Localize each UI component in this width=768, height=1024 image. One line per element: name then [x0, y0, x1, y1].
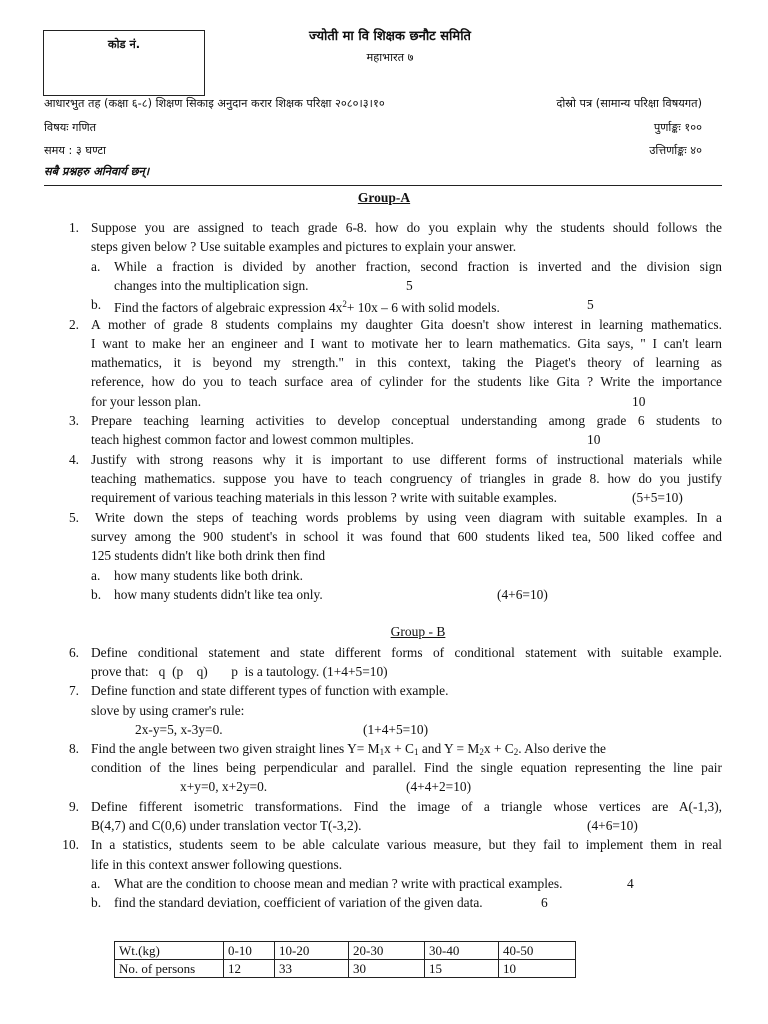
marks: (4+6=10) — [497, 587, 548, 602]
table-cell: 40-50 — [499, 942, 576, 960]
sub-label: a. — [91, 259, 101, 274]
code-number-box — [43, 30, 205, 96]
sub-question-text: What are the condition to choose mean and median ? write with practical examples. — [114, 876, 563, 891]
sub-label: b. — [91, 895, 102, 910]
question-number: 2. — [68, 317, 79, 332]
question-text: life in this context answer following questions. — [91, 857, 343, 872]
question-text: Define fifferent isometric transformations. Find the image of a triangle whose vertices are A(-1,3), — [91, 799, 722, 814]
question-number: 10. — [62, 837, 79, 852]
question-text: Define conditional statement and state different forms of conditional statement with suitable example. — [91, 645, 722, 660]
question-text: Write down the steps of teaching words problems by using veen diagram with suitable examples. In a — [95, 510, 722, 525]
question-text: 125 students didn't like both drink then find — [91, 548, 326, 563]
subject: विषयः गणित — [44, 121, 97, 134]
question-text: Suppose you are assigned to teach grade 6-8. how do you explain why the students should follows the — [91, 220, 722, 235]
table-cell: 12 — [224, 960, 275, 978]
marks: 5 — [406, 278, 413, 293]
table-cell: Wt.(kg) — [115, 942, 224, 960]
question-text: mathematics, it is beyond my strength." in this context, taking the Piaget's theory of learning as — [91, 355, 722, 370]
question-number: 7. — [68, 683, 79, 698]
organization-title: ज्योती मा वि शिक्षक छनौट समिति — [309, 29, 471, 44]
table-cell: 0-10 — [224, 942, 275, 960]
marks: (5+5=10) — [632, 490, 683, 505]
table-cell: 30-40 — [425, 942, 499, 960]
question-text: Define function and state different types of function with example. — [91, 683, 449, 698]
question-text: steps given below ? Use suitable examples and pictures to explain your answer. — [91, 239, 517, 254]
question-text: A mother of grade 8 students complains my daughter Gita doesn't show interest in learning mathematics. — [91, 317, 722, 332]
pass-marks: उत्तिर्णाङ्कः ४० — [649, 144, 702, 157]
question-text: condition of the lines being perpendicular and parallel. Find the single equation representing the line pair — [91, 760, 722, 775]
table-header-row — [115, 942, 576, 960]
instruction: सबै प्रश्नहरु अनिवार्य छन्। — [44, 165, 150, 178]
exam-time: समय : ३ घण्टा — [44, 144, 106, 157]
marks: 10 — [632, 394, 646, 409]
table-cell: 30 — [349, 960, 425, 978]
paper-type: दोस्रो पत्र (सामान्य परिक्षा विषयगत) — [556, 97, 702, 110]
sub-question-text: While a fraction is divided by another fraction, second fraction is inverted and the division sign — [114, 259, 722, 274]
exam-subtitle: महाभारत ७ — [366, 51, 414, 64]
marks: 10 — [587, 432, 601, 447]
question-text: requirement of various teaching materials in this lesson ? write with suitable examples. — [91, 490, 557, 505]
question-text: prove that: q (p q) p is a tautology. (1+4+5=10) — [91, 664, 388, 679]
marks: 4 — [627, 876, 634, 891]
question-number: 8. — [68, 741, 79, 756]
marks: (4+4+2=10) — [406, 779, 472, 794]
code-number-label: कोड नं. — [107, 38, 141, 51]
question-text: Justify with strong reasons why it is important to use different forms of instructional materials while — [91, 452, 722, 467]
sub-question-text: find the standard deviation, coefficient of variation of the given data. — [114, 895, 483, 910]
sub-label: b. — [91, 297, 102, 312]
question-text: Find the angle between two given straight lines $Y= M_1x + C_1$ and $Y = M_2x + C_2$. Also derive the — [91, 741, 606, 757]
question-number: 3. — [68, 413, 79, 428]
question-number: 9. — [68, 799, 79, 814]
marks: (4+6=10) — [587, 818, 638, 833]
question-number: 5. — [68, 510, 79, 525]
marks: 5 — [587, 297, 594, 312]
sub-question-text: how many students didn't like tea only. — [114, 587, 323, 602]
sub-question-text: changes into the multiplication sign. — [114, 278, 309, 293]
header-divider — [44, 185, 722, 186]
question-text: for your lesson plan. — [91, 394, 202, 409]
sub-question-text: how many students like both drink. — [114, 568, 303, 583]
sub-label: b. — [91, 587, 102, 602]
frequency-table — [114, 941, 576, 978]
table-cell: 33 — [275, 960, 349, 978]
question-text: Prepare teaching learning activities to develop conceptual understanding among grade 6 students to — [91, 413, 722, 428]
sub-label: a. — [91, 876, 101, 891]
sub-question-text: Find the factors of algebraic expression $4x^2+ 10x - 6$ with solid models. — [114, 299, 500, 315]
question-number: 6. — [68, 645, 79, 660]
full-marks: पुर्णाङ्कः १०० — [653, 121, 702, 134]
question-text: I want to make her an engineer and I want to motivate her to learn mathematics. Gita says, " I can't learn — [91, 336, 722, 351]
marks: 6 — [541, 895, 548, 910]
question-number: 1. — [68, 220, 79, 235]
question-text: teach highest common factor and lowest common multiples. — [91, 432, 414, 447]
question-text: reference, how do you to teach surface area of cylinder for the students like Gita ? Write the importance — [91, 374, 722, 389]
table-cell: 15 — [425, 960, 499, 978]
table-cell: 10 — [499, 960, 576, 978]
question-text: B(4,7) and C(0,6) under translation vector T(-3,2). — [91, 818, 362, 833]
equation: x+y=0, x+2y=0. — [180, 779, 268, 794]
table-row — [115, 960, 576, 978]
table-cell: 20-30 — [349, 942, 425, 960]
question-number: 4. — [68, 452, 79, 467]
question-text: teaching mathematics. suppose you have to teach congruency of triangles in grade 8. how do you justify — [91, 471, 722, 486]
table-cell: No. of persons — [115, 960, 224, 978]
question-text: In a statistics, students seem to be able calculate various measure, but they fail to implement them in real — [91, 837, 722, 852]
exam-description: आधारभुत तह (कक्षा ६-८) शिक्षण सिकाइ अनुदान करार शिक्षक परिक्षा २०८०।३।१० — [44, 97, 385, 110]
question-text: survey among the 900 student's in school it was found that 600 students liked tea, 500 liked coffee and — [91, 529, 722, 544]
table-cell: 10-20 — [275, 942, 349, 960]
group-a-title: Group-A — [357, 190, 411, 205]
marks: (1+4+5=10) — [363, 722, 429, 737]
sub-label: a. — [91, 568, 101, 583]
question-text: slove by using cramer's rule: — [91, 703, 245, 718]
group-b-title: Group - B — [390, 624, 446, 639]
equation: 2x-y=5, x-3y=0. — [135, 722, 223, 737]
